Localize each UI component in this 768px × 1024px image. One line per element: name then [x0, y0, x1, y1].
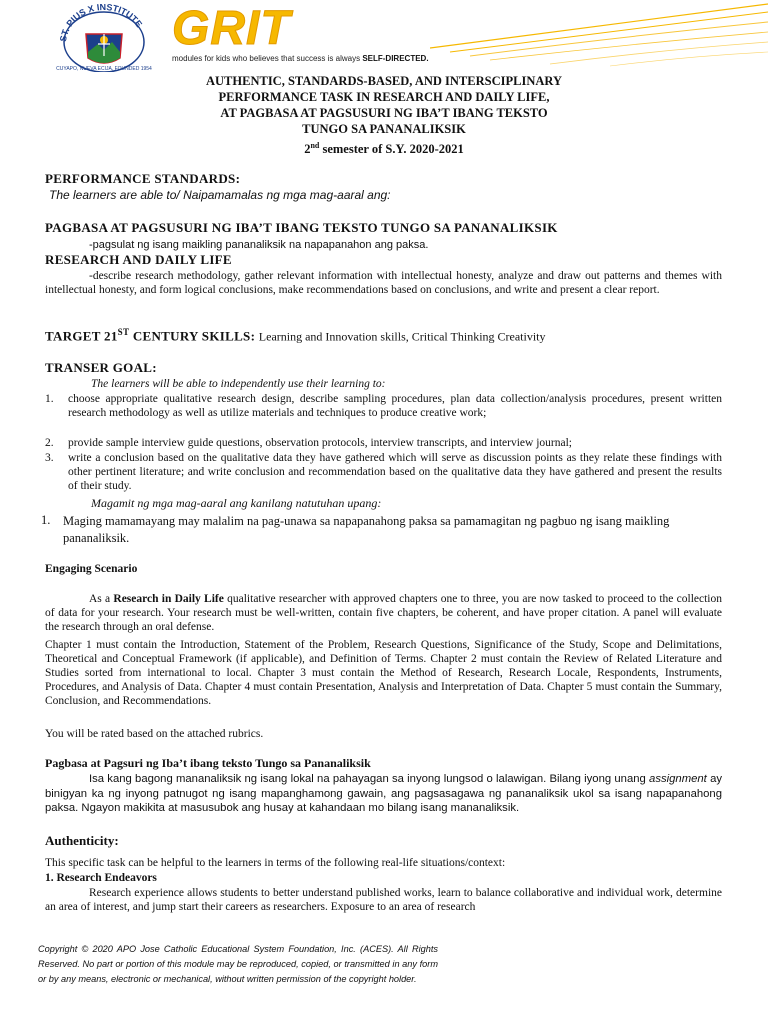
title-line-2: PERFORMANCE TASK IN RESEARCH AND DAILY LIFE, [218, 90, 550, 104]
authenticity-heading: Authenticity: [45, 833, 119, 848]
scenario-paragraph-3: You will be rated based on the attached rubrics. [45, 728, 264, 740]
title-line-3: AT PAGBASA AT PAGSUSURI NG IBA’T IBANG TEKSTO [220, 106, 548, 120]
pagbasa-heading: Pagbasa at Pagsuri ng Iba’t ibang teksto Tungo sa Pananaliksik [45, 756, 371, 770]
skills-line: TARGET 21ST CENTURY SKILLS: Learning and Innovation skills, Critical Thinking Creativity [45, 327, 546, 344]
research-endeavors-heading: 1. Research Endeavors [45, 872, 157, 884]
goal-item-number-3: 3. [45, 452, 54, 464]
decorative-swoosh-icon [430, 0, 768, 70]
goal-fil-number: 1. [41, 513, 51, 527]
school-seal-icon [48, 4, 160, 72]
research-endeavors-paragraph: Research experience allows students to better understand published works, learn to balance collaborative and individual work, determine an area of interest, and jump start their careers as researchers. Exposure to an area of research [45, 887, 722, 913]
engaging-scenario-heading: Engaging Scenario [45, 563, 138, 575]
subject2-text: -describe research methodology, gather relevant information with intellectual honesty, analyze and draw out patterns and themes with intellectual honesty, and form logical conclusions, make recommendations based on conclusions, and write and present a clear report. [45, 270, 722, 296]
title-line-4: TUNGO SA PANANALIKSIK [302, 122, 466, 136]
scenario-paragraph-1: As a Research in Daily Life qualitative researcher with approved chapters one to three, you are now tasked to proceed to the collection of data for your research. Your research must be well-written, contain five chapters, be coherent, and have proper citation. A panel will evaluate the research through an oral defense. [45, 593, 722, 633]
subject1-text: -pagsulat ng isang maikling pananaliksik na napapanahon ang paksa. [89, 239, 429, 251]
transfer-goal-heading: TRANSER GOAL: [45, 360, 157, 375]
goal-item-filipino: Maging mamamayang may malalim na pag-unawa sa napapanahong paksa sa pamamagitan ng pagbuo ng isang maikling pananaliksik. [63, 514, 670, 545]
seal-subtext: CUYAPO, NUEVA ECIJA, FOUNDED 1954 [56, 66, 152, 72]
goal-item-3: write a conclusion based on the qualitative data they have gathered which will serve as discussion points as they relate these findings with other pertinent literature; and write conclusion and recommendation based on the qualitative data they have gathered and present the results of their study. [68, 452, 722, 492]
goal-intro-filipino: Magamit ng mga mag-aaral ang kanilang natutuhan upang: [91, 496, 382, 510]
scenario-paragraph-2: Chapter 1 must contain the Introduction, Statement of the Problem, Research Questions, Significance of the Study, Scope and Delimitations, Theoretical and Conceptual Framework (if applicable), and Definition of Terms. Chapter 2 must contain the Review of Related Literature and Studies sorted from international to local. Chapter 3 must contain the Method of Research, Research Locale, Respondents, Instruments, Procedures, and Analysis of Data. Chapter 4 must contain Presentation, Analysis and Interpretation of Data. Chapter 5 must contain the Summary, Conclusion, and Recommendations. [45, 639, 722, 707]
copyright-notice: Copyright © 2020 APO Jose Catholic Educational System Foundation, Inc. (ACES). All Rights Reserved. No part or portion of this module may be reproduced, copied, or transmitted in any form or by any means, electronic or mechanical, without written permission of the copyright holder. [38, 944, 438, 984]
title-line-1: AUTHENTIC, STANDARDS-BASED, AND INTERSCIPLINARY [206, 74, 562, 88]
goal-item-number-1: 1. [45, 393, 54, 405]
performance-standards-heading: PERFORMANCE STANDARDS: [45, 171, 241, 186]
goal-item-number-2: 2. [45, 437, 54, 449]
goal-item-1: choose appropriate qualitative research design, describe sampling procedures, plan data collection/analysis procedures, present written research methodology as well as utilize materials and techniques to produce creative work; [68, 393, 722, 419]
grit-logo: GRIT [172, 2, 291, 55]
pagbasa-paragraph: Isa kang bagong mananaliksik ng isang lokal na pahayagan sa inyong lungsod o lalawigan. Bilang iyong unang assignment ay binigyan ka ng inyong patnugot ng isang mapanghamong gawain, ang pagsasagawa ng pananaliksik ukol sa isang napapanahong paksa. Ngayon makikita at masusubok ang husay at kahandaan mo bilang isang mananaliksik. [45, 773, 722, 814]
semester-line: 2nd semester of S.Y. 2020-2021 [304, 141, 464, 157]
logo-tagline: modules for kids who believes that success is always SELF-DIRECTED. [172, 54, 429, 63]
goal-item-2: provide sample interview guide questions, observation protocols, interview transcripts, and interview journal; [68, 437, 572, 449]
page-header [0, 0, 768, 76]
authenticity-intro: This specific task can be helpful to the learners in terms of the following real-life situations/context: [45, 857, 506, 869]
seal-text: ST. PIUS X INSTITUTE [58, 4, 145, 43]
subject2-heading: RESEARCH AND DAILY LIFE [45, 252, 232, 267]
subject1-heading: PAGBASA AT PAGSUSURI NG IBA’T IBANG TEKSTO TUNGO SA PANANALIKSIK [45, 220, 558, 235]
standards-intro: The learners are able to/ Naipamamalas ng mga mag-aaral ang: [49, 188, 391, 202]
goal-intro: The learners will be able to independently use their learning to: [91, 378, 386, 390]
